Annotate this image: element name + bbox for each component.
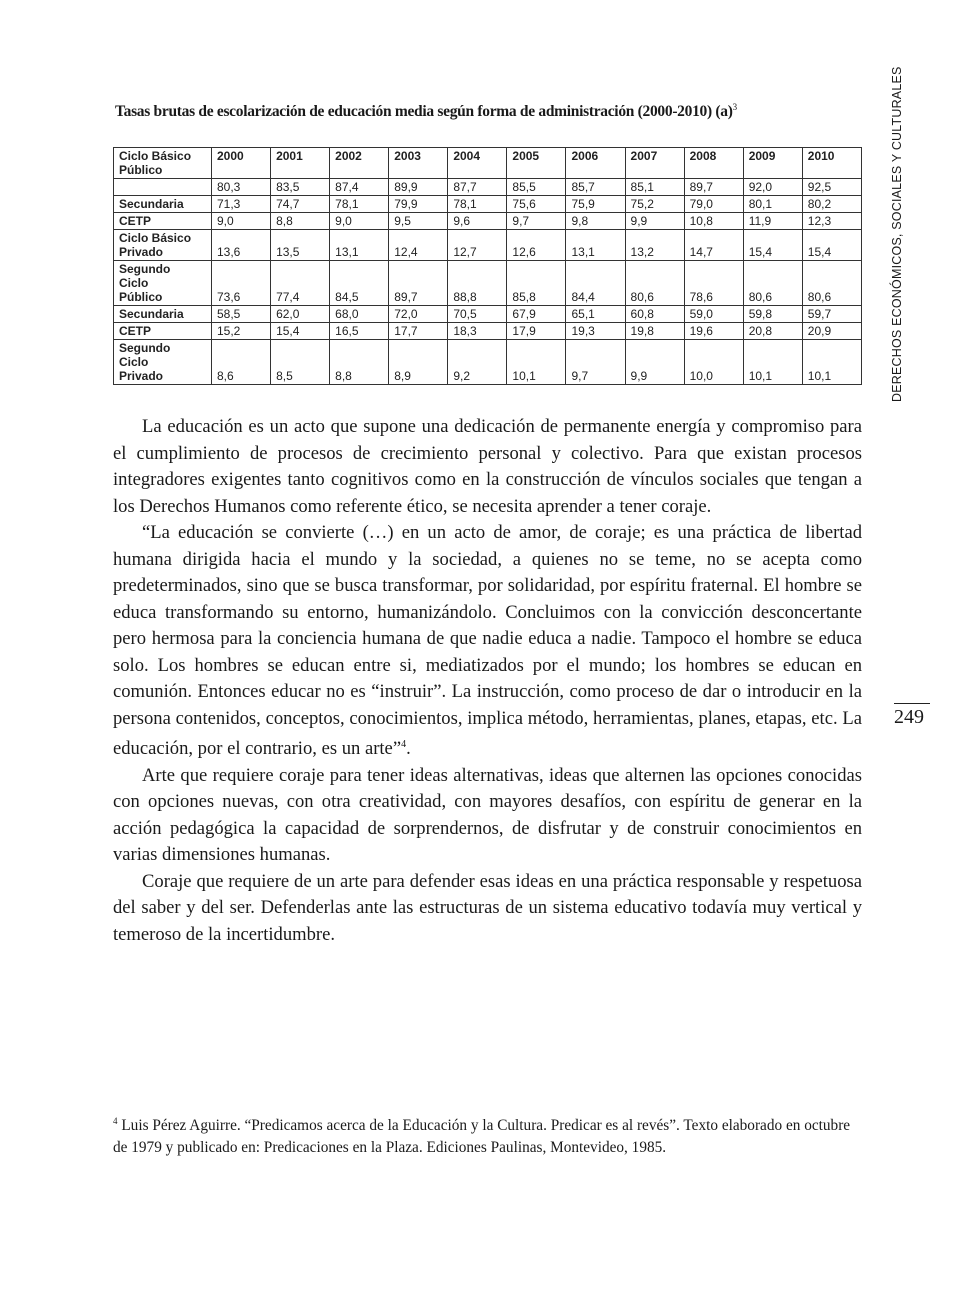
table-cell: 75,6 [507, 196, 566, 213]
table-cell: 14,7 [684, 230, 743, 261]
table-cell: 79,9 [389, 196, 448, 213]
table-cell: 9,0 [212, 213, 271, 230]
table-cell: 20,8 [743, 323, 802, 340]
table-cell: 16,5 [330, 323, 389, 340]
table-cell: 12,3 [802, 213, 861, 230]
table-cell: 8,8 [330, 340, 389, 385]
table-cell: 9,2 [448, 340, 507, 385]
table-cell: 74,7 [271, 196, 330, 213]
table-cell: 17,7 [389, 323, 448, 340]
table-cell: 9,5 [389, 213, 448, 230]
table-cell: 12,6 [507, 230, 566, 261]
header-cell: 2008 [684, 148, 743, 179]
table-cell: 9,9 [625, 340, 684, 385]
table-cell: 65,1 [566, 306, 625, 323]
caption-footnote-ref: 3 [732, 102, 737, 112]
table-cell: 12,4 [389, 230, 448, 261]
header-cell: 2006 [566, 148, 625, 179]
table-cell: 19,3 [566, 323, 625, 340]
header-cell: 2002 [330, 148, 389, 179]
table-cell: 58,5 [212, 306, 271, 323]
table-cell: 13,2 [625, 230, 684, 261]
table-cell: 80,3 [212, 179, 271, 196]
table-cell: 15,4 [271, 323, 330, 340]
row-label: CETP [114, 213, 212, 230]
header-cell: 2004 [448, 148, 507, 179]
table-cell: 15,2 [212, 323, 271, 340]
header-cell: 2007 [625, 148, 684, 179]
table-cell: 59,7 [802, 306, 861, 323]
table-cell: 18,3 [448, 323, 507, 340]
page-number-rule [894, 703, 930, 704]
table-cell: 9,0 [330, 213, 389, 230]
table-cell: 80,6 [802, 261, 861, 306]
table-caption [115, 102, 865, 121]
table-body [114, 179, 862, 385]
paragraph: Coraje que requiere de un arte para defender esas ideas en una práctica responsable y respetuosa del saber y del ser. Defenderlas ante las estructuras de un sistema educativo todavía muy vertical y temeroso de la incertidumbre. [113, 870, 862, 945]
table-cell: 92,0 [743, 179, 802, 196]
table-cell: 70,5 [448, 306, 507, 323]
table-row [114, 213, 862, 230]
table-cell: 13,6 [212, 230, 271, 261]
table-cell: 78,6 [684, 261, 743, 306]
table-cell: 83,5 [271, 179, 330, 196]
row-label: Secundaria [114, 196, 212, 213]
row-label: Segundo Ciclo Privado [114, 340, 212, 385]
table-cell: 80,6 [625, 261, 684, 306]
table-row [114, 196, 862, 213]
table-row [114, 179, 862, 196]
table-cell: 13,1 [330, 230, 389, 261]
body-text [113, 414, 862, 948]
paragraph-quote [113, 520, 862, 763]
paragraph: La educación es un acto que supone una dedicación de permanente energía y compromiso para el cumplimiento de procesos de crecimiento personal y colectivo. Para que existan procesos integradores exigentes tanto cognitivos como en la construcción de vínculos sociales que tengan a los Derechos Humanos como referente ético, se necesita aprender a tener coraje. [113, 416, 862, 517]
table-cell: 13,1 [566, 230, 625, 261]
table-cell: 12,7 [448, 230, 507, 261]
table-header-row [114, 148, 862, 179]
table-cell: 60,8 [625, 306, 684, 323]
table-cell: 9,7 [507, 213, 566, 230]
table-cell: 85,5 [507, 179, 566, 196]
table-row [114, 230, 862, 261]
table-cell: 85,8 [507, 261, 566, 306]
table-row [114, 261, 862, 306]
table-cell: 11,9 [743, 213, 802, 230]
table-cell: 9,6 [448, 213, 507, 230]
table-cell: 15,4 [802, 230, 861, 261]
header-cell: 2009 [743, 148, 802, 179]
table-cell: 87,7 [448, 179, 507, 196]
table-cell: 8,8 [271, 213, 330, 230]
table-cell: 8,5 [271, 340, 330, 385]
table-row [114, 306, 862, 323]
table-cell: 73,6 [212, 261, 271, 306]
table-cell: 80,6 [743, 261, 802, 306]
table-cell: 88,8 [448, 261, 507, 306]
header-cell: 2001 [271, 148, 330, 179]
table-cell: 79,0 [684, 196, 743, 213]
table-cell: 84,5 [330, 261, 389, 306]
table-cell: 89,9 [389, 179, 448, 196]
table-cell: 15,4 [743, 230, 802, 261]
table-cell: 92,5 [802, 179, 861, 196]
quote-text: “La educación se convierte (…) en un acto de amor, de coraje; es una práctica de libertad humana dirigida hacia el mundo y la sociedad, a quienes no se teme, no se acepta como predeterminados, sino que se busca transformar, por solidaridad, por espíritu fraternal. El hombre se educa transformando su entorno, humanizándolo. Concluimos con la convicción desconcertante pero hermosa para la conciencia humana de que nadie educa a nadie. Tampoco el hombre se educa solo. Los hombres se educan entre si, mediatizados por el mundo; los hombres se educan en comunión. Entonces educar no es “instruir”. La instrucción, como proceso de dar o introducir en la persona contenidos, conceptos, conocimientos, implica método, herramientas, planes, etapas, etc. La educación, por el contrario, es un arte” [113, 522, 862, 760]
table-cell: 20,9 [802, 323, 861, 340]
header-cell: Ciclo Básico Público [114, 148, 212, 179]
table-cell: 80,2 [802, 196, 861, 213]
table-cell: 85,7 [566, 179, 625, 196]
row-label: Secundaria [114, 306, 212, 323]
quote-footnote-ref: 4 [401, 739, 407, 750]
table-cell: 19,8 [625, 323, 684, 340]
table-cell: 59,8 [743, 306, 802, 323]
enrollment-rates-table [113, 147, 862, 385]
table-cell: 72,0 [389, 306, 448, 323]
table-row [114, 340, 862, 385]
table-cell: 67,9 [507, 306, 566, 323]
table-cell: 80,1 [743, 196, 802, 213]
table-cell: 59,0 [684, 306, 743, 323]
table-cell: 13,5 [271, 230, 330, 261]
row-label: CETP [114, 323, 212, 340]
footnote [113, 1110, 862, 1159]
table-cell: 17,9 [507, 323, 566, 340]
table-row [114, 323, 862, 340]
table-cell: 10,1 [507, 340, 566, 385]
table-cell: 85,1 [625, 179, 684, 196]
row-label [114, 179, 212, 196]
table-cell: 10,0 [684, 340, 743, 385]
table-cell: 62,0 [271, 306, 330, 323]
table-cell: 89,7 [684, 179, 743, 196]
row-label: Segundo Ciclo Público [114, 261, 212, 306]
table-cell: 78,1 [330, 196, 389, 213]
table-cell: 89,7 [389, 261, 448, 306]
caption-text: Tasas brutas de escolarización de educación media según forma de administración (2000-2010) (a) [115, 103, 733, 121]
header-cell: 2000 [212, 148, 271, 179]
header-cell: 2003 [389, 148, 448, 179]
footnote-number: 4 [113, 1116, 118, 1126]
running-section-title: DERECHOS ECONÓMICOS, SOCIALES Y CULTURALES [890, 66, 904, 402]
table-cell: 10,8 [684, 213, 743, 230]
table-cell: 8,9 [389, 340, 448, 385]
table-cell: 8,6 [212, 340, 271, 385]
table-cell: 77,4 [271, 261, 330, 306]
footnote-text: Luis Pérez Aguirre. “Predicamos acerca de la Educación y la Cultura. Predicar es al revés”. Texto elaborado en octubre de 1979 y publicado en: Predicaciones en la Plaza. Ediciones Paulinas, Montevideo, 1985. [113, 1117, 851, 1157]
table-cell: 9,9 [625, 213, 684, 230]
row-label: Ciclo Básico Privado [114, 230, 212, 261]
table-cell: 84,4 [566, 261, 625, 306]
table-cell: 68,0 [330, 306, 389, 323]
header-cell: 2005 [507, 148, 566, 179]
table-cell: 87,4 [330, 179, 389, 196]
page-number: 249 [894, 706, 924, 728]
table-cell: 9,7 [566, 340, 625, 385]
header-cell: 2010 [802, 148, 861, 179]
table-cell: 71,3 [212, 196, 271, 213]
table-cell: 19,6 [684, 323, 743, 340]
quote-end: . [406, 738, 411, 760]
table-cell: 78,1 [448, 196, 507, 213]
table-cell: 75,9 [566, 196, 625, 213]
paragraph: Arte que requiere coraje para tener ideas alternativas, ideas que alternen las opciones conocidas con opciones nuevas, con otra creatividad, con mayores desafíos, con espíritu de generar en la acción pedagógica la capacidad de sorprendernos, de disfrutar y de construir conocimientos en varias dimensiones humanas. [113, 764, 862, 866]
table-cell: 9,8 [566, 213, 625, 230]
table-cell: 10,1 [802, 340, 861, 385]
table-cell: 10,1 [743, 340, 802, 385]
table-cell: 75,2 [625, 196, 684, 213]
